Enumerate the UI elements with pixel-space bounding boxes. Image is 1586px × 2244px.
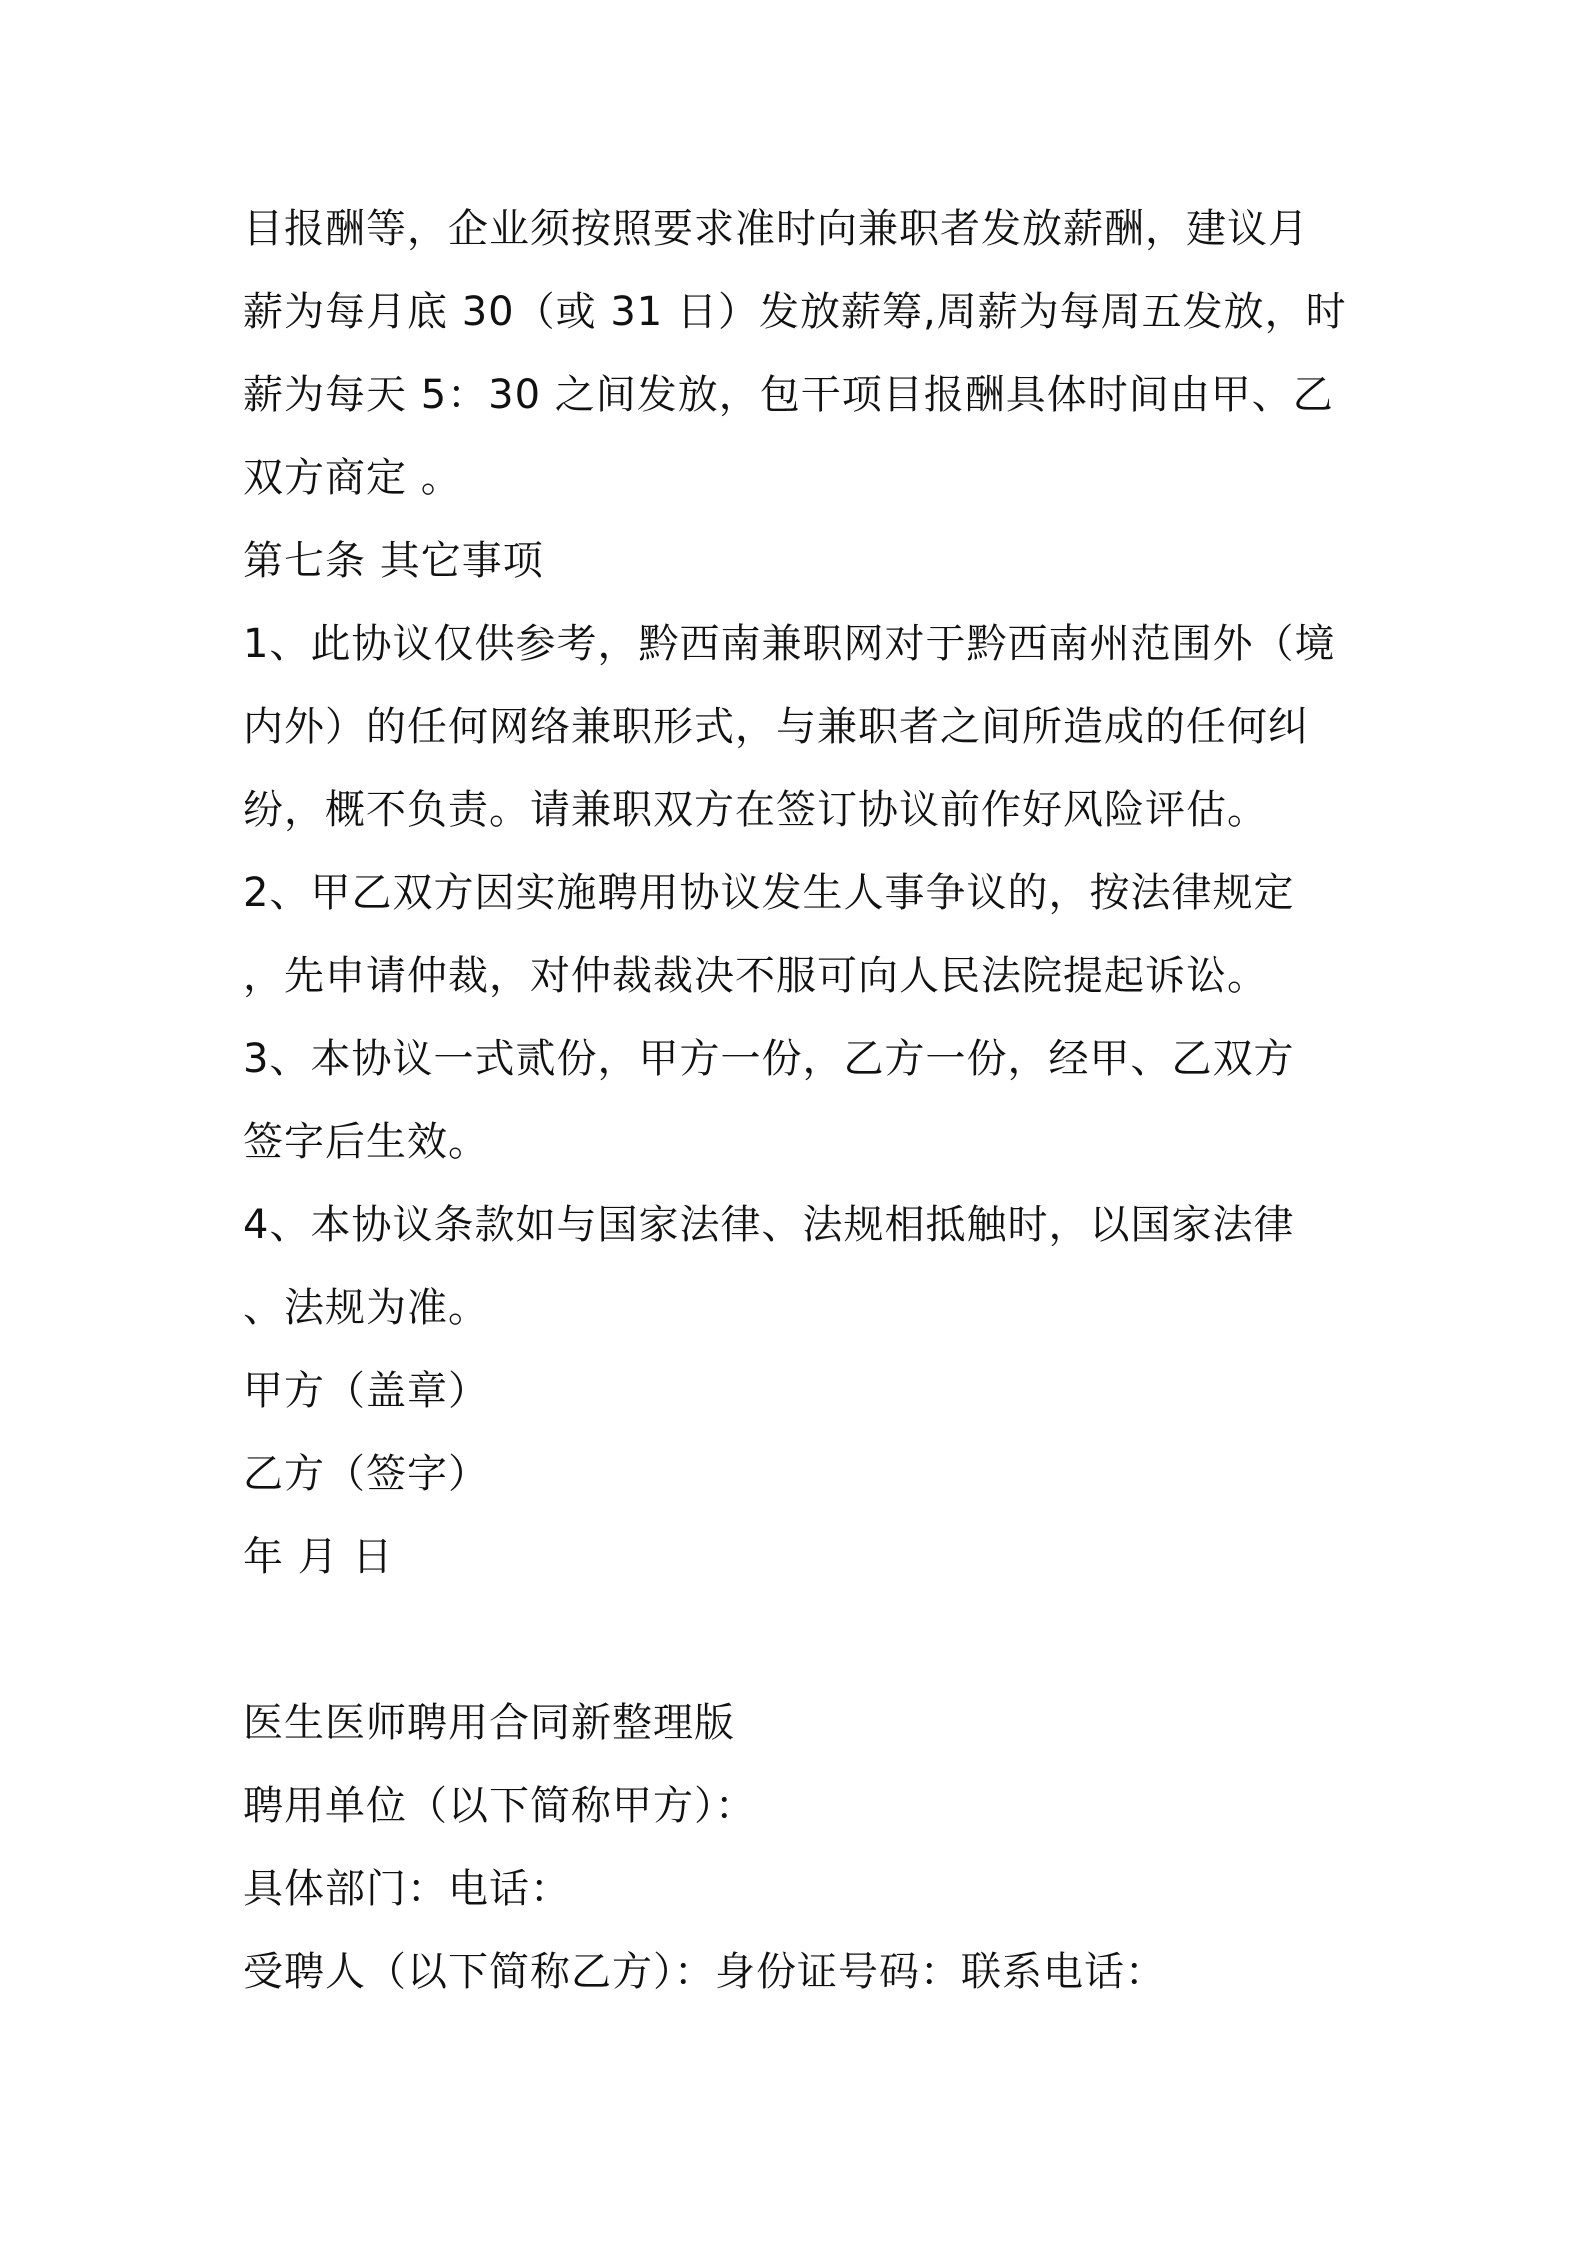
text-line: 双方商定 。 bbox=[243, 455, 462, 501]
text-line: 目报酬等，企业须按照要求准时向兼职者发放薪酬，建议月 bbox=[243, 206, 1309, 252]
text-line: 签字后生效。 bbox=[243, 1119, 489, 1165]
text-line: 2、甲乙双方因实施聘用协议发生人事争议的，按法律规定 bbox=[243, 870, 1295, 916]
text-line: 3、本协议一式贰份，甲方一份，乙方一份，经甲、乙双方 bbox=[243, 1036, 1295, 1082]
text-line: 1、此协议仅供参考，黔西南兼职网对于黔西南州范围外（境 bbox=[243, 621, 1336, 667]
employee-field: 受聘人（以下简称乙方）：身份证号码：联系电话： bbox=[243, 1949, 1166, 1995]
text-line: ，先申请仲裁，对仲裁裁决不服可向人民法院提起诉讼。 bbox=[243, 953, 1268, 999]
text-line: 、法规为准。 bbox=[243, 1285, 489, 1331]
text-line: 内外）的任何网络兼职形式，与兼职者之间所造成的任何纠 bbox=[243, 704, 1309, 750]
party-b-signature-label: 乙方（签字） bbox=[243, 1451, 489, 1497]
text-line: 纷，概不负责。请兼职双方在签订协议前作好风险评估。 bbox=[243, 787, 1268, 833]
party-a-signature-label: 甲方（盖章） bbox=[243, 1368, 489, 1414]
text-line: 薪为每月底 30（或 31 日）发放薪筹,周薪为每周五发放，时 bbox=[243, 289, 1347, 335]
contract-title: 医生医师聘用合同新整理版 bbox=[243, 1700, 735, 1746]
employer-field: 聘用单位（以下简称甲方）： bbox=[243, 1783, 756, 1829]
date-label: 年 月 日 bbox=[243, 1534, 394, 1580]
department-field: 具体部门：电话： bbox=[243, 1866, 571, 1912]
text-line: 4、本协议条款如与国家法律、法规相抵触时，以国家法律 bbox=[243, 1202, 1295, 1248]
section-heading: 第七条 其它事项 bbox=[243, 538, 544, 584]
text-line: 薪为每天 5：30 之间发放，包干项目报酬具体时间由甲、乙 bbox=[243, 372, 1334, 418]
